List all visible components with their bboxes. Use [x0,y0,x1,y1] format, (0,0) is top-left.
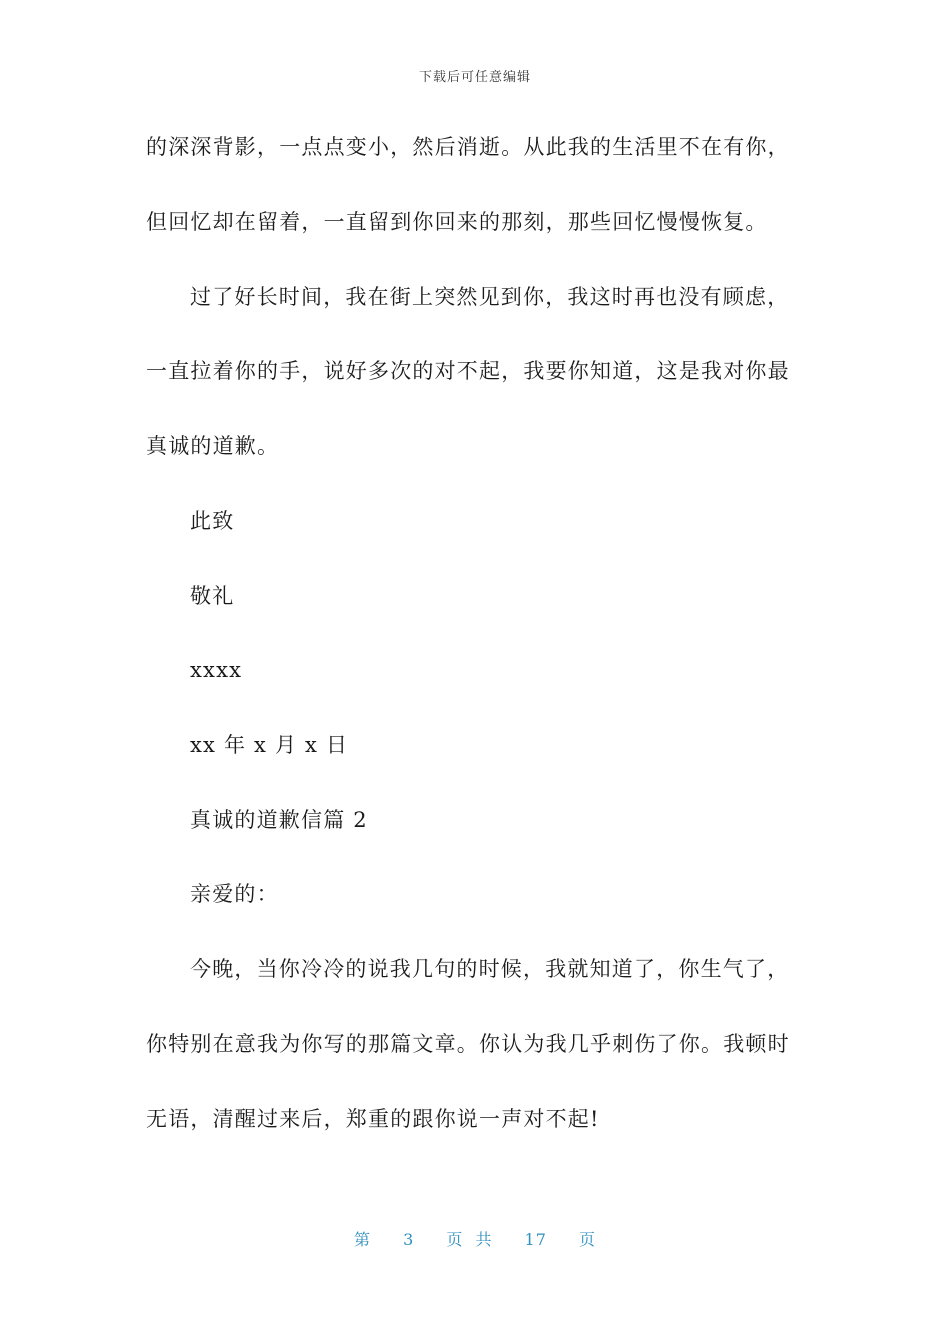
section-title: 真诚的道歉信篇 2 [190,808,368,832]
closing-respect: 敬礼 [190,584,235,608]
footer-current-page: 3 [403,1230,415,1249]
signature-name: xxxx [190,658,243,682]
paragraph-line-6: 今晚，当你冷冷的说我几句的时候，我就知道了，你生气了， [190,957,790,981]
paragraph-line-4: 一直拉着你的手，说好多次的对不起，我要你知道，这是我对你最 [146,359,790,383]
footer-end-word: 页 [579,1230,597,1249]
footer-of-word: 页 共 [446,1230,493,1249]
paragraph-line-1: 的深深背影，一点点变小，然后消逝。从此我的生活里不在有你， [146,135,790,159]
signature-date: xx 年 x 月 x 日 [190,733,349,757]
greeting: 亲爱的： [190,882,279,906]
footer-page-word: 第 [353,1230,371,1249]
paragraph-line-7: 你特别在意我为你写的那篇文章。你认为我几乎刺伤了你。我顿时 [146,1032,790,1056]
paragraph-line-5: 真诚的道歉。 [146,434,280,458]
closing-salutation: 此致 [190,509,235,533]
paragraph-line-2: 但回忆却在留着，一直留到你回来的那刻，那些回忆慢慢恢复。 [146,210,768,234]
footer-total-pages: 17 [524,1230,547,1249]
header-note: 下载后可任意编辑 [418,70,531,85]
paragraph-line-3: 过了好长时间，我在街上突然见到你，我这时再也没有顾虑， [190,285,790,309]
paragraph-line-8: 无语，清醒过来后，郑重的跟你说一声对不起! [146,1107,600,1131]
page-number-footer [0,1227,950,1250]
